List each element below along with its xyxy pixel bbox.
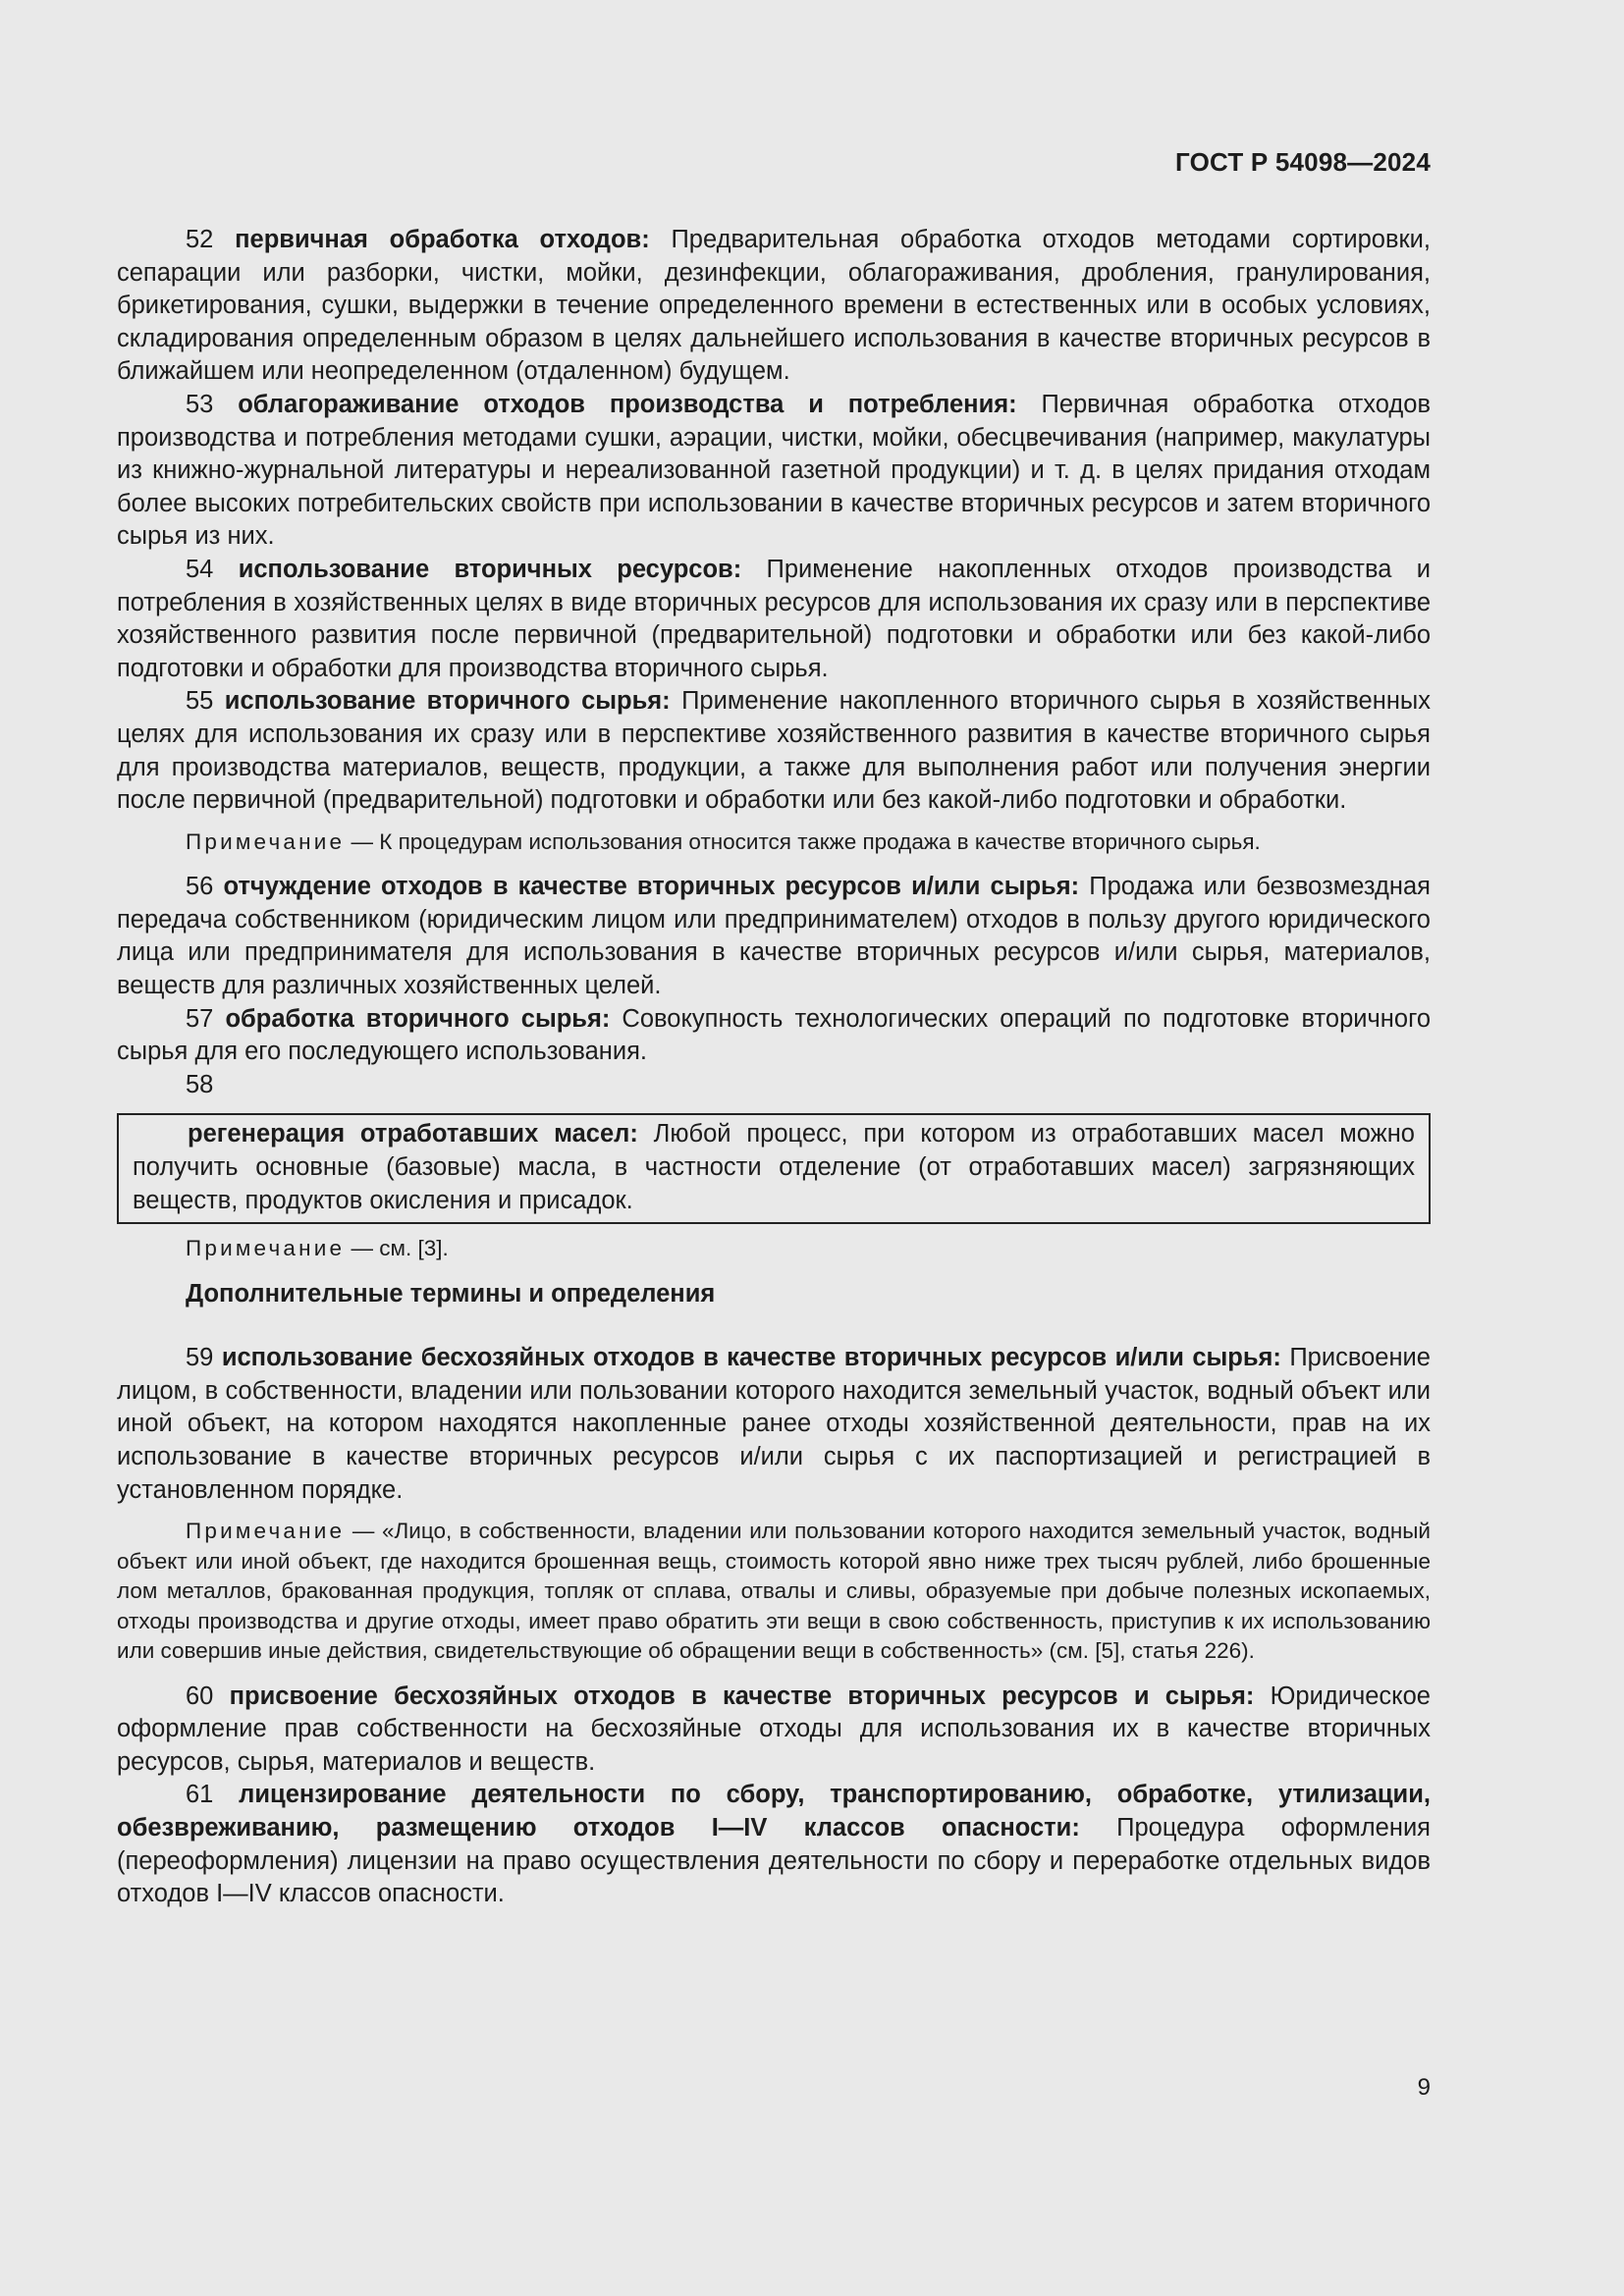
terms-content bbox=[117, 224, 1431, 1911]
term-name: облагораживание отходов производства и потребления: bbox=[238, 390, 1017, 418]
note-civil-code bbox=[117, 1517, 1431, 1667]
term-number: 57 bbox=[186, 1004, 214, 1033]
note-label: Примечание bbox=[186, 828, 346, 854]
term-number: 59 bbox=[186, 1344, 214, 1372]
note-reference bbox=[117, 1234, 1431, 1264]
term-61 bbox=[117, 1779, 1431, 1910]
term-56 bbox=[117, 871, 1431, 1002]
term-54 bbox=[117, 554, 1431, 685]
term-name: использование вторичного сырья: bbox=[224, 687, 671, 716]
term-57 bbox=[117, 1003, 1431, 1069]
page-number: 9 bbox=[1417, 2074, 1431, 2101]
term-53 bbox=[117, 389, 1431, 554]
term-number: 56 bbox=[186, 873, 214, 901]
term-59 bbox=[117, 1342, 1431, 1507]
term-definition: Продажа или безвозмездная передача собственником (юридическим лицом или предпринимателем) отходов в пользу другого юридического лица или предпринимателя для использования в качестве вторичных ресурсов и/или сырья, материалов, веществ для различных хозяйственных целей. bbox=[117, 873, 1431, 999]
note-label: Примечание bbox=[186, 1519, 346, 1544]
term-name: лицензирование деятельности по сбору, транспортированию, обработке, утилизации, обезвреживанию, размещению отходов I—IV классов опасности: bbox=[117, 1781, 1431, 1842]
term-definition: Применение накопленных отходов производства и потребления в хозяйственных целях в виде вторичных ресурсов для использования их сразу или в перспективе хозяйственного развития после первичной (предварительной) подготовки и обработки или без какой-либо подготовки и обработки для производства вторичного сырья. bbox=[117, 555, 1431, 682]
document-page bbox=[117, 0, 1431, 2296]
standard-designation: ГОСТ Р 54098—2024 bbox=[1175, 147, 1431, 177]
term-name: отчуждение отходов в качестве вторичных ресурсов и/или сырья: bbox=[223, 873, 1080, 901]
term-55 bbox=[117, 685, 1431, 817]
note-text: — см. [3]. bbox=[345, 1236, 449, 1261]
term-number: 61 bbox=[186, 1781, 214, 1809]
term-name: регенерация отработавших масел: bbox=[188, 1120, 638, 1148]
term-name: первичная обработка отходов: bbox=[235, 226, 650, 253]
term-definition: Присвоение лицом, в собственности, владении или пользовании которого находится земельный участок, водный объект или иной объект, на котором находятся накопленные ранее отходы хозяйственной деятельности, прав на их использование в качестве вторичных ресурсов и/или сырья с их паспортизацией и регистрацией в установленном порядке. bbox=[117, 1344, 1431, 1504]
term-number: 54 bbox=[186, 555, 214, 583]
term-58 bbox=[133, 1118, 1415, 1217]
term-number: 55 bbox=[186, 687, 214, 716]
term-name: обработка вторичного сырья: bbox=[225, 1004, 611, 1033]
term-definition: Юридическое оформление прав собственности на бесхозяйные отходы для использования их в качестве вторичных ресурсов, сырья, материалов и веществ. bbox=[117, 1682, 1431, 1776]
term-52 bbox=[117, 224, 1431, 389]
term-definition: Применение накопленного вторичного сырья в хозяйственных целях для использования их сразу или в перспективе хозяйственного развития в качестве вторичного сырья для производства материалов, веществ, продукции, а также для выполнения работ или получения энергии после первичной (предварительной) подготовки и обработки или без какой-либо подготовки и обработки. bbox=[117, 687, 1431, 815]
term-definition: Любой процесс, при котором из отработавших масел можно получить основные (базовые) масла, в частности отделение (от отработавших масел) загрязняющих веществ, продуктов окисления и присадок. bbox=[133, 1120, 1415, 1214]
term-58-number: 58 bbox=[186, 1070, 214, 1098]
note-label: Примечание bbox=[186, 1236, 346, 1261]
section-title: Дополнительные термины и определения bbox=[186, 1279, 716, 1308]
term-60 bbox=[117, 1681, 1431, 1780]
term-definition: Первичная обработка отходов производства и потребления методами сушки, аэрации, чистки, мойки, обесцвечивания (например, макулатуры из книжно-журнальной литературы и нереализованной газетной продукции) и т. д. в целях придания отходам более высоких потребительских свойств при использовании в качестве вторичных ресурсов и затем вторичного сырья из них. bbox=[117, 390, 1431, 551]
term-definition: Предварительная обработка отходов методами сортировки, сепарации или разборки, чистки, мойки, дезинфекции, облагораживания, дробления, гранулирования, брикетирования, сушки, выдержки в течение определенного времени в естественных или в особых условиях, складирования определенным образом в целях дальнейшего использования в качестве вторичных ресурсов в ближайшем или неопределенном (отдаленном) будущем. bbox=[117, 226, 1432, 386]
term-name: использование бесхозяйных отходов в качестве вторичных ресурсов и/или сырья: bbox=[221, 1344, 1281, 1372]
note-procedures bbox=[117, 828, 1431, 858]
term-number: 60 bbox=[186, 1682, 214, 1710]
term-definition: Процедура оформления (переоформления) лицензии на право осуществления деятельности по сбору и переработке отдельных видов отходов I—IV классов опасности. bbox=[117, 1814, 1431, 1908]
term-definition: Совокупность технологических операций по подготовке вторичного сырья для его последующего использования. bbox=[117, 1004, 1431, 1066]
term-name: присвоение бесхозяйных отходов в качестве вторичных ресурсов и сырья: bbox=[229, 1682, 1255, 1710]
note-text: — «Лицо, в собственности, владении или пользовании которого находится земельный участок, водный объект или иной объект, где находится брошенная вещь, стоимость которой явно ниже трех тысяч рублей, либо брошенные лом металлов, бракованная продукция, топляк от сплава, отвалы и сливы, образуемые при добыче полезных ископаемых, отходы производства и другие отходы, имеет право обратить эти вещи в свою собственность, приступив к их использованию или совершив иные действия, свидетельствующие об обращении вещи в собственность» (см. [5], статья 226). bbox=[117, 1519, 1431, 1664]
term-name: использование вторичных ресурсов: bbox=[238, 555, 742, 583]
term-number: 53 bbox=[186, 390, 214, 418]
note-text: — К процедурам использования относится также продажа в качестве вторичного сырья. bbox=[345, 828, 1261, 854]
term-number: 52 bbox=[186, 226, 214, 253]
term-58-box bbox=[117, 1113, 1431, 1224]
